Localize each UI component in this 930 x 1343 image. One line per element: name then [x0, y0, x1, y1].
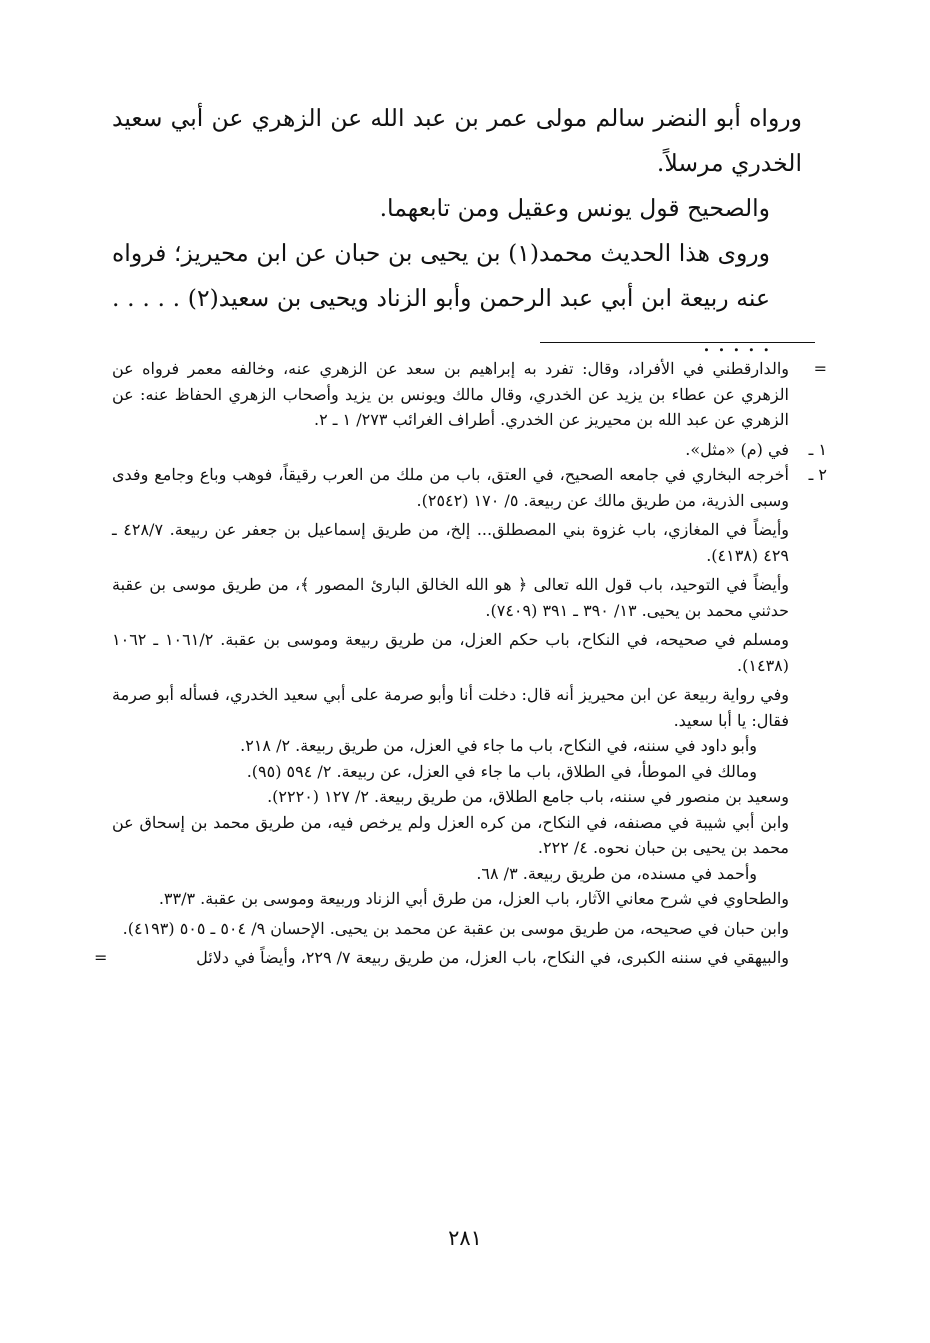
footnote-2-part: [112, 810, 827, 861]
footnote-text: وأبو داود في سننه، في النكاح، باب ما جاء في العزل، من طريق ربيعة. ٢/ ٢١٨.: [240, 736, 757, 755]
continuation-mark: =: [94, 948, 108, 967]
page-number: ٢٨١: [448, 1226, 482, 1250]
main-paragraph-3: وروى هذا الحديث محمد(١) بن يحيى بن حبان عن ابن محيريز؛ فرواه عنه ربيعة ابن أبي عبد الرحمن وأبو الزناد ويحيى بن سعيد(٢) . . . . . . . . . .: [112, 239, 771, 357]
footnote-separator: [540, 342, 815, 343]
footnote-continued: [112, 356, 827, 433]
footnote-text: في (م) «مثل».: [685, 439, 789, 459]
continuation-mark: =: [813, 359, 827, 378]
footnote-text: وسعيد بن منصور في سننه، باب جامع الطلاق، من طريق ربيعة. ٢/ ١٢٧ (٢٢٢٠).: [267, 787, 789, 806]
footnote-text: وأحمد في مسنده، من طريق ربيعة. ٣/ ٦٨.: [476, 863, 757, 883]
footnote-2-part: [112, 733, 827, 759]
footnote-2-part: [112, 572, 827, 623]
footnotes: [94, 356, 827, 971]
footnote-2-part: [112, 682, 827, 733]
footnote-2-part: [94, 945, 827, 971]
footnote-2-part: [112, 861, 827, 887]
footnote-text: وأيضاً في التوحيد، باب قول الله تعالى ﴿ هو الله الخالق البارئ المصور ﴾، من طريق موسى بن عقبة حدثني محمد بن يحيى. ١٣/ ٣٩٠ ـ ٣٩١ (٧٤٠٩).: [112, 575, 789, 620]
footnote-2-part: [112, 886, 827, 912]
footnote-2-part: [112, 517, 827, 568]
footnote-2: [112, 462, 827, 513]
footnote-text: والطحاوي في شرح معاني الآثار، باب العزل، من طرق أبي الزناد وربيعة وموسى بن عقبة. ٣٣/٣.: [158, 889, 789, 908]
footnote-2-part: [112, 784, 827, 810]
main-paragraph-1: ورواه أبو النضر سالم مولى عمر بن عبد الله عن الزهري عن أبي سعيد الخدري مرسلاً.: [112, 104, 802, 177]
footnote-text: أخرجه البخاري في جامعه الصحيح، في العتق، باب من ملك من العرب رقيقاً، فوهب وباع وجامع وفدى وسبى الذرية، من طريق مالك عن ربيعة. ٥/ ١٧٠ (٢٥٤٢).: [112, 465, 789, 510]
footnote-1: [112, 437, 827, 463]
footnote-2-part: [112, 916, 827, 942]
footnote-text: وفي رواية ربيعة عن ابن محيريز أنه قال: دخلت أنا وأبو صرمة على أبي سعيد الخدري، فسأله أبو صرمة فقال: يا أبا سعيد.: [112, 685, 789, 730]
footnote-text: والدارقطني في الأفراد، وقال: تفرد به إبراهيم بن سعد عن الزهري عنه، وخالفه معمر فرواه عن الزهري عن عطاء بن يزيد عن الخدري، وقال مالك ويونس بن يزيد وأصحاب الزهري الحفاظ عنه: عن الزهري عن عبد الله بن محيريز عن الخدري. أطراف الغرائب ٢٧٣/ ١ ـ ٢.: [112, 359, 789, 429]
footnote-text: ومسلم في صحيحه، في النكاح، باب حكم العزل، من طريق ربيعة وموسى بن عقبة. ١٠٦١/٢ ـ ١٠٦٢ (١٤٣٨).: [112, 630, 790, 675]
footnote-text: وابن أبي شيبة في مصنفه، في النكاح، من كره العزل ولم يرخص فيه، من طريق محمد بن إسحاق عن محمد بن يحيى بن حبان نحوه. ٤/ ٢٢٢.: [112, 812, 789, 857]
footnote-text: والبيهقي في سننه الكبرى، في النكاح، باب العزل، من طريق ربيعة ٧/ ٢٢٩، وأيضاً في دلائل: [196, 948, 789, 967]
footnote-text: ومالك في الموطأ، في الطلاق، باب ما جاء في العزل، عن ربيعة. ٢/ ٥٩٤ (٩٥).: [246, 761, 757, 781]
footnote-number: ٢ ـ: [808, 465, 827, 484]
footnote-2-part: [112, 759, 827, 785]
footnote-text: وأيضاً في المغازي، باب غزوة بني المصطلق... إلخ، من طريق إسماعيل بن جعفر عن ربيعة. ٤٢٨/٧ ـ ٤٢٩ (٤١٣٨).: [112, 520, 789, 565]
footnote-number: ١ ـ: [808, 439, 827, 459]
footnote-2-part: [112, 627, 827, 678]
footnote-text: وابن حبان في صحيحه، من طريق موسى بن عقبة عن محمد بن يحيى. الإحسان ٩/ ٥٠٤ ـ ٥٠٥ (٤١٩٣).: [122, 918, 789, 938]
main-paragraph-2: والصحيح قول يونس وعقيل ومن تابعهما.: [379, 194, 770, 222]
main-text: [112, 96, 802, 366]
